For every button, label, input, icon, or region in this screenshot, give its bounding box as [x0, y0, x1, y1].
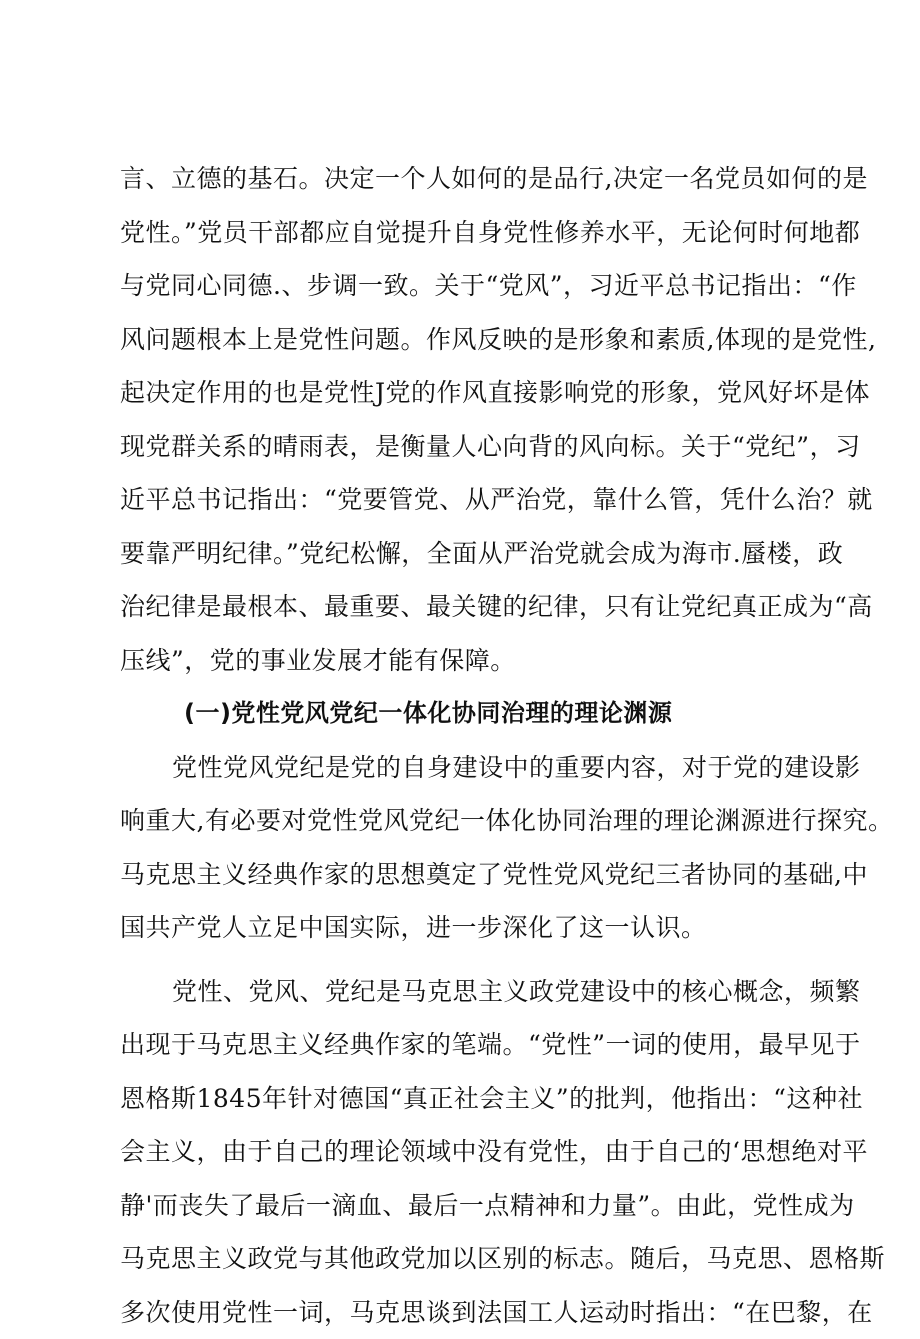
text-line: 治纪律是最根本、最重要、最关键的纪律，只有让党纪真正成为“高 [120, 580, 810, 634]
text-line: 出现于马克思主义经典作家的笔端。“党性”一词的使用，最早见于 [120, 1018, 810, 1072]
text-line: 党性党风党纪是党的自身建设中的重要内容，对于党的建设影 [120, 741, 810, 795]
text-line: 静'而丧失了最后一滴血、最后一点精神和力量”。由此，党性成为 [120, 1179, 810, 1233]
text-line: 要靠严明纪律。”党纪松懈，全面从严治党就会成为海市.蜃楼，政 [120, 527, 810, 581]
text-line: 马克思主义政党与其他政党加以区别的标志。随后，马克思、恩格斯 [120, 1232, 810, 1286]
text-line: 起决定作用的也是党性J党的作风直接影响党的形象，党风好坏是体 [120, 366, 810, 420]
text-line: 近平总书记指出：“党要管党、从严治党，靠什么管，凭什么治？就 [120, 473, 810, 527]
text-line: 响重大,有必要对党性党风党纪一体化协同治理的理论渊源进行探究。 [120, 794, 810, 848]
text-line: 党性。”党员干部都应自觉提升自身党性修养水平，无论何时何地都 [120, 206, 810, 260]
paragraph-1 [120, 152, 810, 687]
text-line: 多次使用党性一词，马克思谈到法国工人运动时指出：“在巴黎，在 [120, 1286, 810, 1339]
text-line: 马克思主义经典作家的思想奠定了党性党风党纪三者协同的基础,中 [120, 848, 810, 902]
text-line: 与党同心同德.、步调一致。关于“党风”，习近平总书记指出：“作 [120, 259, 810, 313]
text-line: 风问题根本上是党性问题。作风反映的是形象和素质,体现的是党性, [120, 313, 810, 367]
document-body [120, 152, 810, 1339]
paragraph-3 [120, 965, 810, 1339]
text-line: 恩格斯1845年针对德国“真正社会主义”的批判，他指出：“这种社 [120, 1072, 810, 1126]
text-line: 压线”，党的事业发展才能有保障。 [120, 634, 810, 688]
paragraph-2 [120, 741, 810, 955]
text-line: 现党群关系的晴雨表，是衡量人心向背的风向标。关于“党纪”，习 [120, 420, 810, 474]
section-heading: (一)党性党风党纪一体化协同治理的理论渊源 [120, 687, 810, 741]
text-line: 言、立德的基石。决定一个人如何的是品行,决定一名党员如何的是 [120, 152, 810, 206]
paragraph-gap [120, 955, 810, 965]
text-line: 会主义，由于自己的理论领域中没有党性，由于自己的‘思想绝对平 [120, 1125, 810, 1179]
text-line: 党性、党风、党纪是马克思主义政党建设中的核心概念，频繁 [120, 965, 810, 1019]
text-line: 国共产党人立足中国实际，进一步深化了这一认识。 [120, 901, 810, 955]
